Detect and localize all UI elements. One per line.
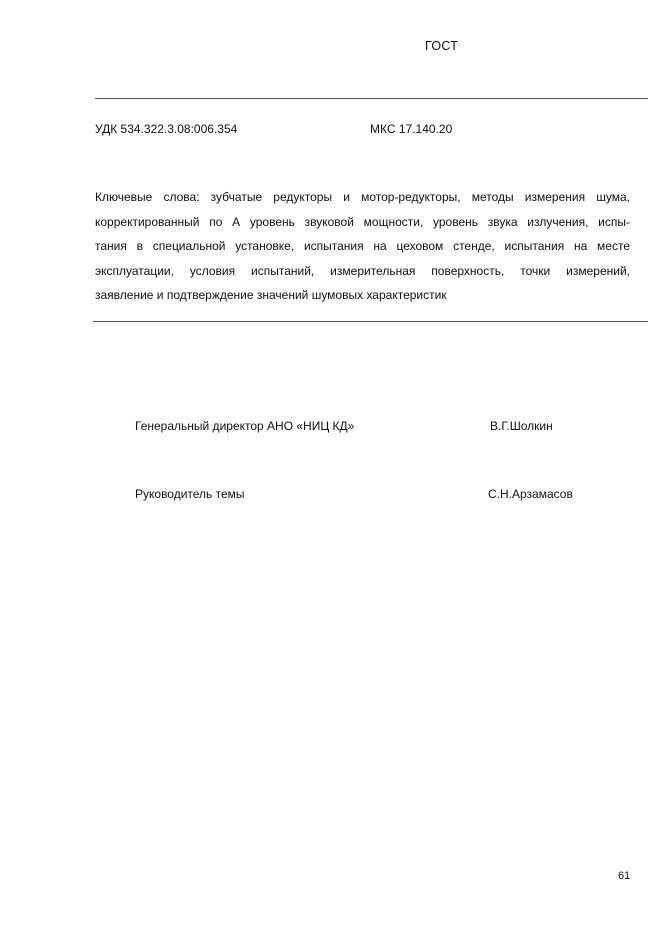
- keywords-line: эксплуатации, условия испытаний, измерительная поверхность, точки измерений,: [95, 263, 630, 278]
- signature-role-director: Генеральный директор АНО «НИЦ КД»: [135, 419, 355, 433]
- page-number: 61: [618, 870, 631, 882]
- signature-role-topic-lead: Руководитель темы: [135, 487, 245, 501]
- keywords-line: тания в специальной установке, испытания на цеховом стенде, испытания на месте: [95, 239, 630, 253]
- mks-code: МКС 17.140.20: [370, 122, 453, 136]
- top-divider: [95, 98, 648, 99]
- signature-name-director: В.Г.Шолкин: [490, 419, 553, 433]
- keywords-line: заявление и подтверждение значений шумовых характеристик: [95, 288, 447, 302]
- keywords-paragraph: [95, 185, 630, 308]
- udk-code: УДК 534.322.3.08:006.354: [95, 122, 238, 136]
- document-header-title: ГОСТ: [425, 39, 459, 53]
- keywords-line: корректированный по А уровень звуковой мощности, уровень звука излучения, испы-: [95, 214, 630, 229]
- bottom-divider: [93, 321, 648, 322]
- keywords-line: Ключевые слова: зубчатые редукторы и мотор-редукторы, методы измерения шума,: [95, 190, 630, 204]
- signature-name-topic-lead: С.Н.Арзамасов: [488, 487, 573, 501]
